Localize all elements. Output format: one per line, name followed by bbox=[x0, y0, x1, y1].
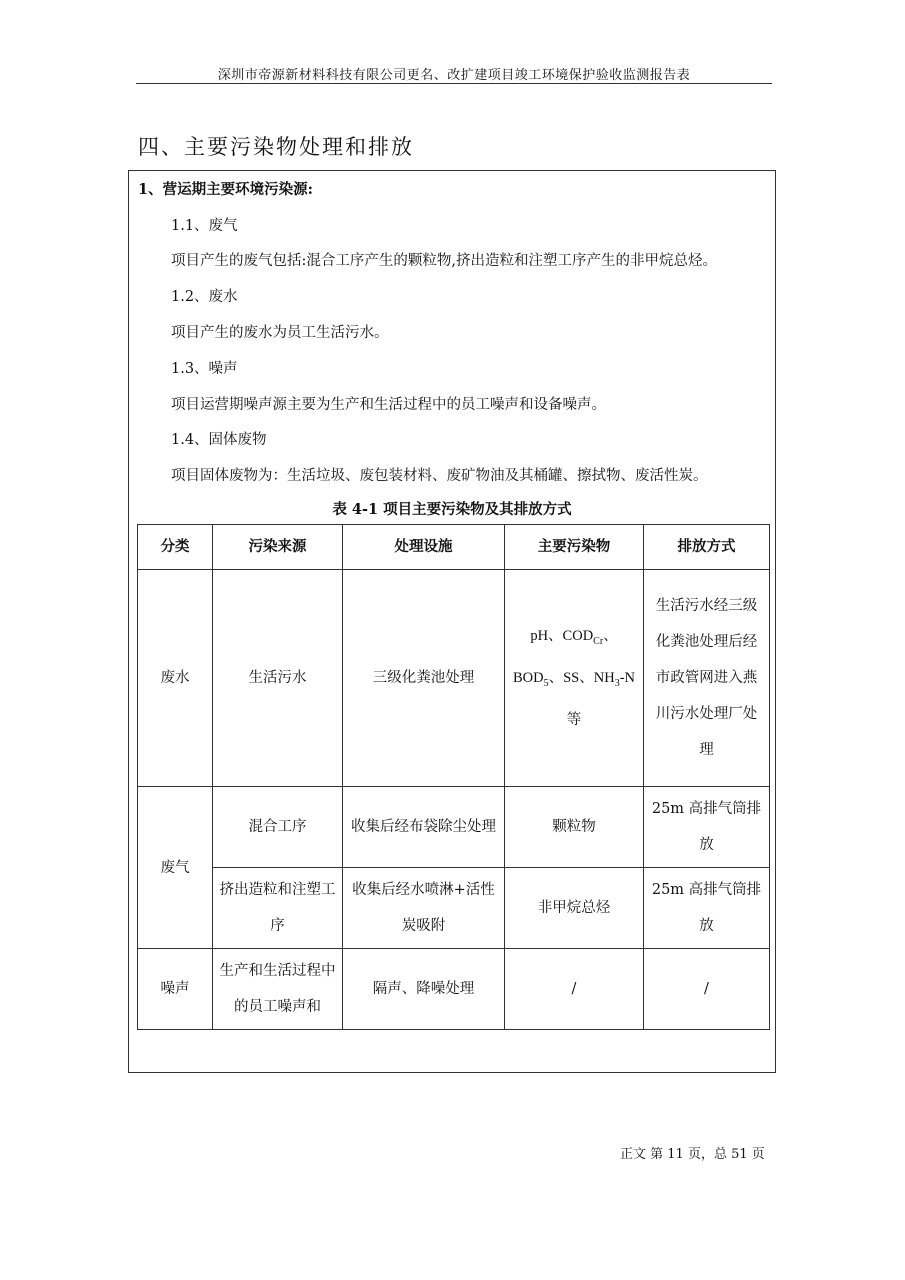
pollutant-bod-subscript: 5 bbox=[543, 677, 549, 689]
item-label-noise: 1.3、噪声 bbox=[171, 361, 238, 377]
page-footer: 正文 第 11 页，总 51 页 bbox=[620, 1147, 765, 1162]
cell-category-wastewater: 废水 bbox=[138, 570, 213, 787]
cell-discharge-exhaust-1: 25m 高排气筒排放 bbox=[644, 787, 770, 868]
table-header-row bbox=[138, 525, 770, 570]
header-divider bbox=[136, 83, 772, 84]
item-label-exhaust: 1.1、废气 bbox=[171, 218, 238, 234]
section-title: 四、主要污染物处理和排放 bbox=[138, 135, 414, 159]
table-row-noise bbox=[138, 949, 770, 1030]
header-discharge: 排放方式 bbox=[644, 525, 770, 570]
cell-category-exhaust: 废气 bbox=[138, 787, 213, 949]
cell-pollutant-exhaust-1: 颗粒物 bbox=[505, 787, 644, 868]
header-source: 污染来源 bbox=[213, 525, 343, 570]
pollutant-cr-subscript: Cr bbox=[593, 636, 604, 647]
cell-category-noise: 噪声 bbox=[138, 949, 213, 1030]
cell-facility-exhaust-2: 收集后经水喷淋+活性炭吸附 bbox=[343, 868, 505, 949]
header-facility: 处理设施 bbox=[343, 525, 505, 570]
cell-discharge-exhaust-2: 25m 高排气筒排放 bbox=[644, 868, 770, 949]
pollutant-table bbox=[137, 524, 770, 1030]
pollutant-etc: 等 bbox=[566, 711, 582, 728]
header-category: 分类 bbox=[138, 525, 213, 570]
document-header-title: 深圳市帝源新材料科技有限公司更名、改扩建项目竣工环境保护验收监测报告表 bbox=[217, 68, 691, 83]
table-row-exhaust-1 bbox=[138, 787, 770, 868]
cell-source-noise: 生产和生活过程中的员工噪声和 bbox=[213, 949, 343, 1030]
header-pollutant: 主要污染物 bbox=[505, 525, 644, 570]
pollutant-ph-cod: pH、COD bbox=[530, 628, 594, 645]
cell-facility-exhaust-1: 收集后经布袋除尘处理 bbox=[343, 787, 505, 868]
table-row-wastewater bbox=[138, 570, 770, 787]
cell-discharge-noise: / bbox=[644, 949, 770, 1030]
cell-pollutant-wastewater bbox=[505, 570, 644, 787]
cell-discharge-wastewater: 生活污水经三级化粪池处理后经市政管网进入燕川污水处理厂处理 bbox=[644, 570, 770, 787]
cell-pollutant-exhaust-2: 非甲烷总烃 bbox=[505, 868, 644, 949]
item-text-exhaust: 项目产生的废气包括:混合工序产生的颗粒物,挤出造粒和注塑工序产生的非甲烷总烃。 bbox=[171, 253, 717, 269]
item-label-solid-waste: 1.4、固体废物 bbox=[171, 432, 267, 448]
cell-facility-noise: 隔声、降噪处理 bbox=[343, 949, 505, 1030]
pollutant-ss-nh: 、SS、NH bbox=[548, 670, 615, 686]
table-row-exhaust-2 bbox=[138, 868, 770, 949]
item-label-wastewater: 1.2、废水 bbox=[171, 289, 238, 305]
pollutant-n-tail: -N bbox=[619, 670, 635, 686]
pollutant-separator: 、 bbox=[603, 628, 618, 645]
item-text-solid-waste: 项目固体废物为：生活垃圾、废包装材料、废矿物油及其桶罐、擦拭物、废活性炭。 bbox=[171, 468, 708, 484]
item-text-noise: 项目运营期噪声源主要为生产和生活过程中的员工噪声和设备噪声。 bbox=[171, 397, 606, 413]
cell-source-exhaust-1: 混合工序 bbox=[213, 787, 343, 868]
cell-pollutant-noise: / bbox=[505, 949, 644, 1030]
pollutant-bod: BOD bbox=[512, 670, 544, 686]
pollutant-nh-subscript: 3 bbox=[614, 677, 620, 689]
sub-heading: 1、营运期主要环境污染源: bbox=[138, 181, 313, 198]
table-caption: 表 4-1 项目主要污染物及其排放方式 bbox=[332, 501, 572, 518]
cell-source-wastewater: 生活污水 bbox=[213, 570, 343, 787]
cell-source-exhaust-2: 挤出造粒和注塑工序 bbox=[213, 868, 343, 949]
cell-facility-wastewater: 三级化粪池处理 bbox=[343, 570, 505, 787]
item-text-wastewater: 项目产生的废水为员工生活污水。 bbox=[171, 325, 389, 341]
